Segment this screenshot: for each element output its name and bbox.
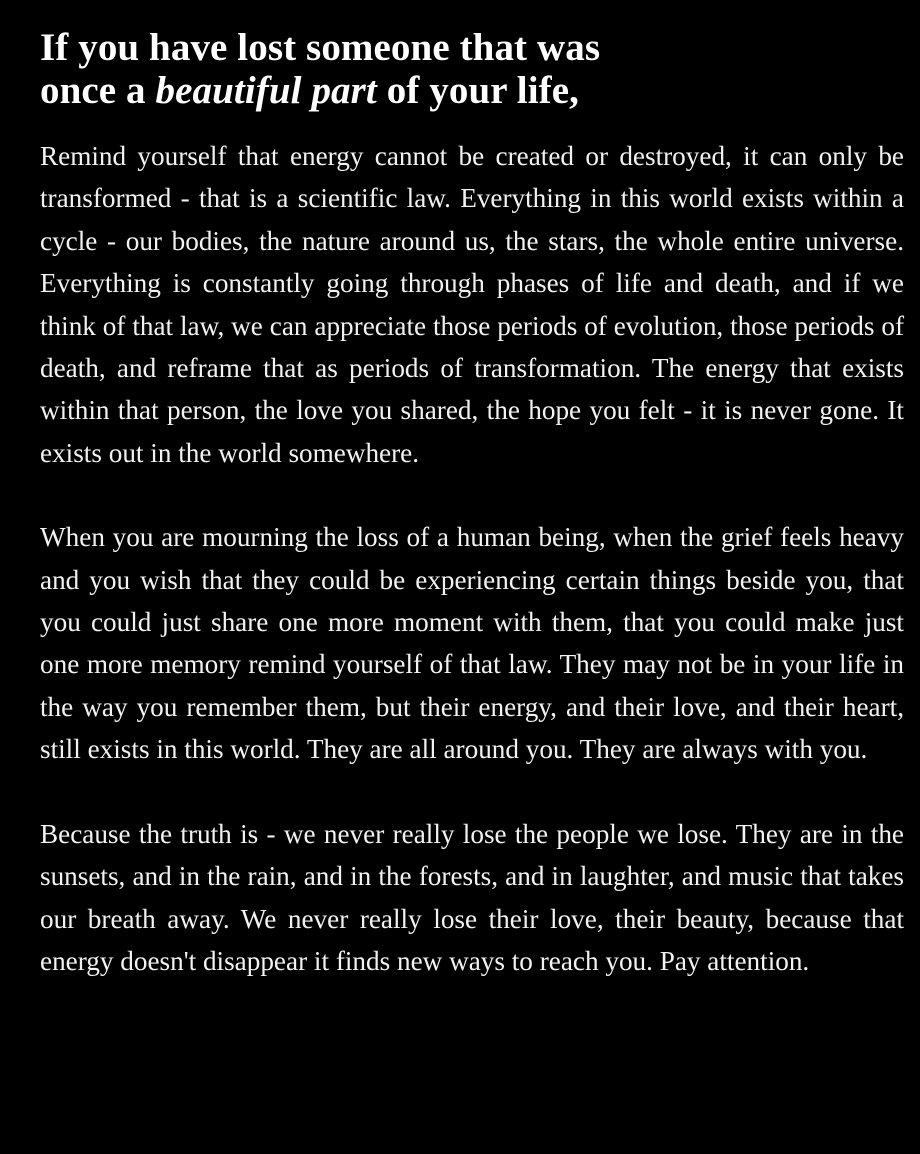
- paragraph-mourning: When you are mourning the loss of a human being, when the grief feels heavy and you wish that they could be experiencing certain things beside you, that you could just share one more moment with them, that you could make just one more memory remind yourself of that law. They may not be in your life in the way you remember them, but their energy, and their love, and their heart, still exists in this world. They are all around you. They are always with you.: [40, 522, 904, 765]
- text-block: [40, 26, 904, 982]
- heading: [40, 26, 904, 112]
- heading-line-2: [40, 69, 904, 112]
- heading-emphasis: beautiful part: [155, 69, 377, 112]
- heading-line-2-end: of your life,: [376, 69, 580, 112]
- heading-line-1: If you have lost someone that was: [40, 26, 601, 69]
- paragraph-energy-law: Remind yourself that energy cannot be created or destroyed, it can only be transformed - that is a scientific law. Everything in this world exists within a cycle - our bodies, the nature around us, the stars, the whole entire universe. Everything is constantly going through phases of life and death, and if we think of that law, we can appreciate those periods of evolution, those periods of death, and reframe that as periods of transformation. The energy that exists within that person, the love you shared, the hope you felt - it is never gone. It exists out in the world somewhere.: [40, 141, 904, 468]
- heading-line-2-start: once a: [40, 69, 156, 112]
- paragraph-truth: Because the truth is - we never really lose the people we lose. They are in the sunsets, and in the rain, and in the forests, and in laughter, and music that takes our breath away. We never really lose their love, their beauty, because that energy doesn't disappear it finds new ways to reach you. Pay attention.: [40, 818, 904, 976]
